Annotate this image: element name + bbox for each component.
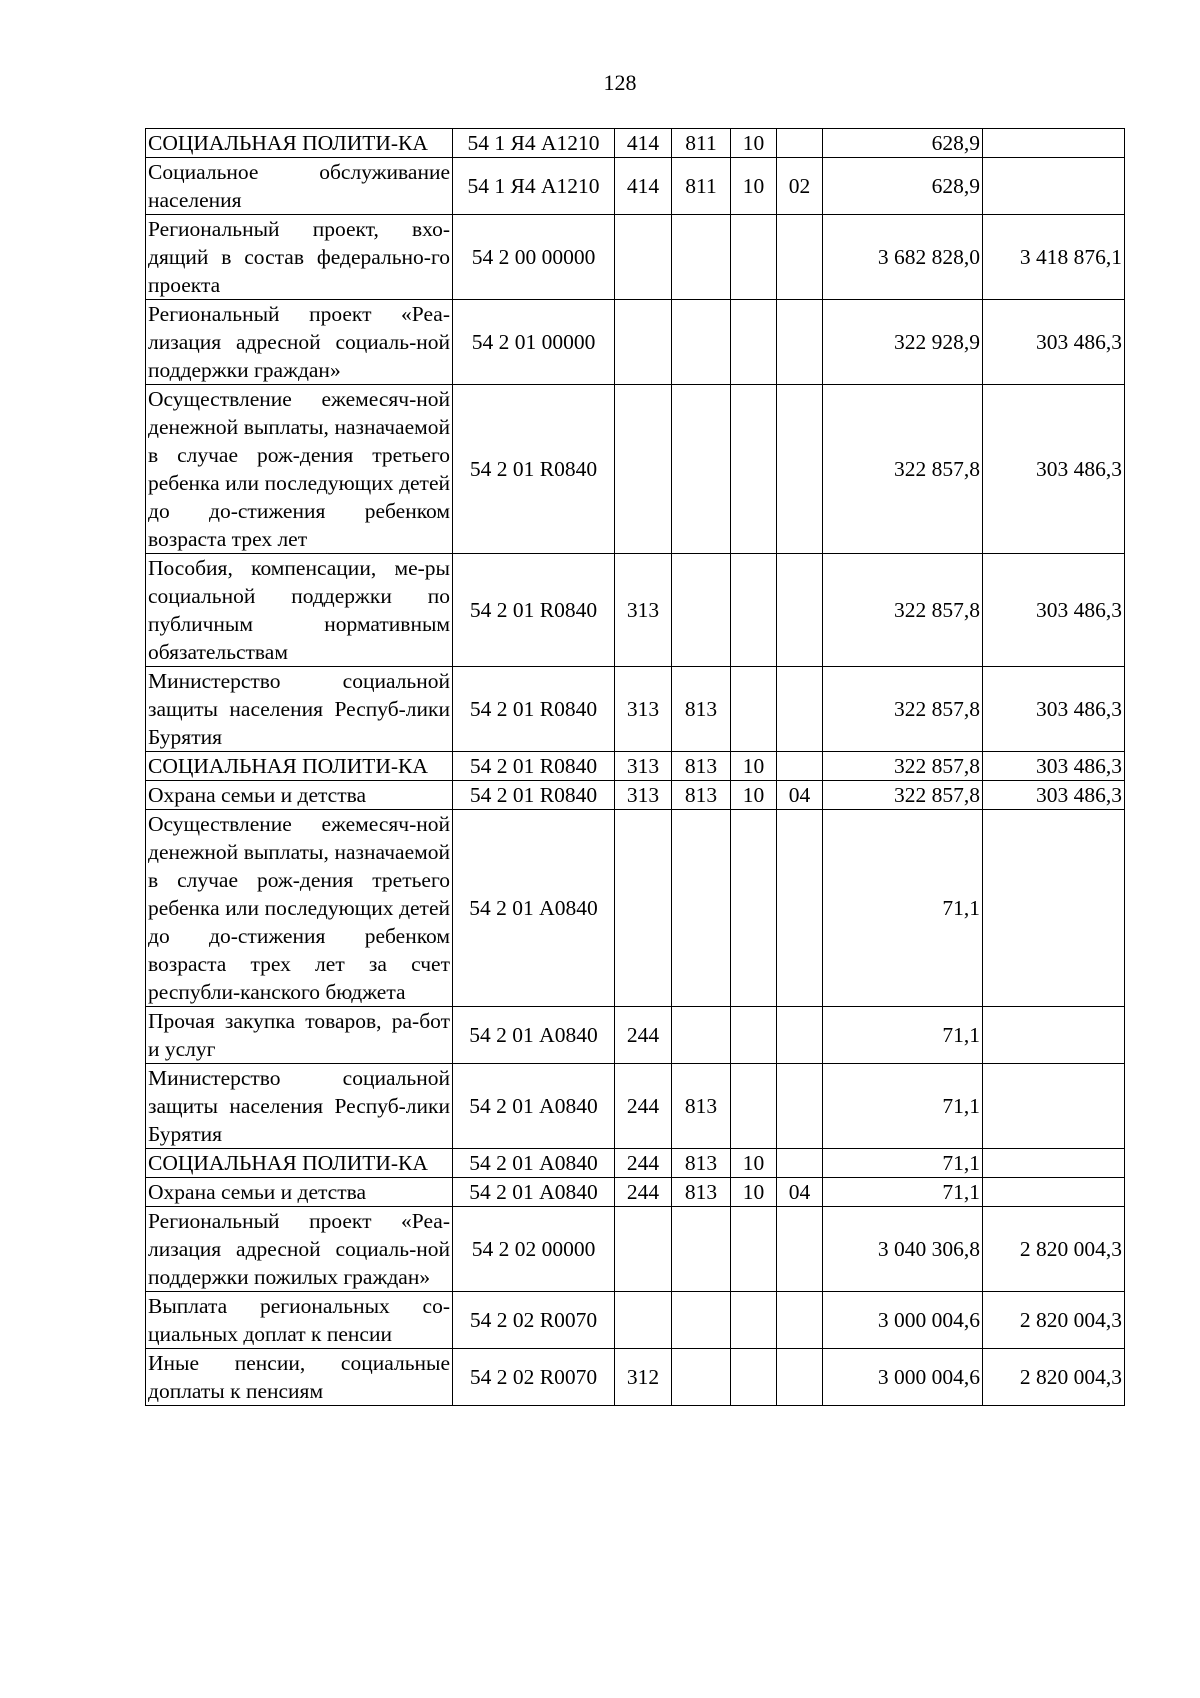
administrator-code	[672, 1207, 731, 1292]
expense-type-code	[615, 385, 672, 554]
table-row	[146, 554, 1125, 667]
expense-type-code: 313	[615, 554, 672, 667]
subsection-code: 02	[777, 158, 823, 215]
row-name: СОЦИАЛЬНАЯ ПОЛИТИ-КА	[146, 752, 453, 781]
row-name: Прочая закупка товаров, ра-бот и услуг	[146, 1007, 453, 1064]
target-article-code: 54 1 Я4 А1210	[453, 158, 615, 215]
target-article-code: 54 2 01 R0840	[453, 781, 615, 810]
amount-2: 2 820 004,3	[983, 1292, 1125, 1349]
row-name: Региональный проект «Реа-лизация адресной социаль-ной поддержки пожилых граждан»	[146, 1207, 453, 1292]
table-row	[146, 215, 1125, 300]
target-article-code: 54 2 01 А0840	[453, 1178, 615, 1207]
section-code: 10	[731, 781, 777, 810]
table-row	[146, 129, 1125, 158]
amount-1: 3 682 828,0	[823, 215, 983, 300]
section-code	[731, 1349, 777, 1406]
amount-2	[983, 129, 1125, 158]
subsection-code	[777, 1292, 823, 1349]
amount-1: 628,9	[823, 129, 983, 158]
administrator-code	[672, 1007, 731, 1064]
subsection-code	[777, 1207, 823, 1292]
amount-2: 303 486,3	[983, 781, 1125, 810]
target-article-code: 54 2 01 R0840	[453, 752, 615, 781]
administrator-code: 813	[672, 752, 731, 781]
amount-2: 2 820 004,3	[983, 1349, 1125, 1406]
amount-2: 303 486,3	[983, 554, 1125, 667]
amount-2	[983, 1007, 1125, 1064]
table-row	[146, 385, 1125, 554]
amount-2: 303 486,3	[983, 752, 1125, 781]
page-number: 128	[603, 70, 637, 95]
amount-1: 71,1	[823, 1178, 983, 1207]
row-name: Осуществление ежемесяч-ной денежной выплаты, назначаемой в случае рож-дения третьего ребенка или последующих детей до до-стижения ребенком возраста трех лет за счет республи-канского бюджета	[146, 810, 453, 1007]
expense-type-code	[615, 1292, 672, 1349]
table-row	[146, 1349, 1125, 1406]
administrator-code: 811	[672, 158, 731, 215]
target-article-code: 54 2 01 А0840	[453, 1007, 615, 1064]
amount-1: 71,1	[823, 1007, 983, 1064]
table-row	[146, 1064, 1125, 1149]
administrator-code	[672, 385, 731, 554]
subsection-code	[777, 129, 823, 158]
row-name: Министерство социальной защиты населения Респуб-лики Бурятия	[146, 667, 453, 752]
expense-type-code: 244	[615, 1178, 672, 1207]
section-code	[731, 1207, 777, 1292]
administrator-code	[672, 1349, 731, 1406]
target-article-code: 54 2 01 R0840	[453, 385, 615, 554]
table-row	[146, 1207, 1125, 1292]
administrator-code	[672, 300, 731, 385]
subsection-code	[777, 300, 823, 385]
amount-1: 3 000 004,6	[823, 1292, 983, 1349]
section-code	[731, 554, 777, 667]
table-row	[146, 1149, 1125, 1178]
subsection-code	[777, 554, 823, 667]
subsection-code	[777, 667, 823, 752]
expense-type-code: 244	[615, 1007, 672, 1064]
table-row	[146, 781, 1125, 810]
row-name: Осуществление ежемесяч-ной денежной выплаты, назначаемой в случае рож-дения третьего ребенка или последующих детей до до-стижения ребенком возраста трех лет	[146, 385, 453, 554]
table-row	[146, 752, 1125, 781]
subsection-code	[777, 215, 823, 300]
row-name: Социальное обслуживание населения	[146, 158, 453, 215]
table-row	[146, 667, 1125, 752]
amount-1: 322 857,8	[823, 554, 983, 667]
expense-type-code: 313	[615, 667, 672, 752]
amount-1: 71,1	[823, 810, 983, 1007]
section-code	[731, 667, 777, 752]
expense-type-code: 312	[615, 1349, 672, 1406]
section-code	[731, 215, 777, 300]
section-code: 10	[731, 129, 777, 158]
table-row	[146, 1178, 1125, 1207]
row-name: Региональный проект «Реа-лизация адресной социаль-ной поддержки граждан»	[146, 300, 453, 385]
administrator-code	[672, 215, 731, 300]
section-code: 10	[731, 158, 777, 215]
amount-2	[983, 810, 1125, 1007]
amount-2: 303 486,3	[983, 300, 1125, 385]
section-code	[731, 1292, 777, 1349]
administrator-code: 811	[672, 129, 731, 158]
target-article-code: 54 2 02 00000	[453, 1207, 615, 1292]
expense-type-code: 313	[615, 781, 672, 810]
target-article-code: 54 1 Я4 А1210	[453, 129, 615, 158]
row-name: Министерство социальной защиты населения Респуб-лики Бурятия	[146, 1064, 453, 1149]
table-row	[146, 158, 1125, 215]
target-article-code: 54 2 01 00000	[453, 300, 615, 385]
row-name: Иные пенсии, социальные доплаты к пенсиям	[146, 1349, 453, 1406]
section-code	[731, 1007, 777, 1064]
amount-2: 303 486,3	[983, 667, 1125, 752]
administrator-code: 813	[672, 667, 731, 752]
amount-2: 2 820 004,3	[983, 1207, 1125, 1292]
table-row	[146, 1292, 1125, 1349]
expense-type-code	[615, 1207, 672, 1292]
row-name: Пособия, компенсации, ме-ры социальной поддержки по публичным нормативным обязательствам	[146, 554, 453, 667]
section-code	[731, 385, 777, 554]
row-name: Выплата региональных со-циальных доплат к пенсии	[146, 1292, 453, 1349]
section-code: 10	[731, 1178, 777, 1207]
target-article-code: 54 2 01 R0840	[453, 667, 615, 752]
amount-2: 3 418 876,1	[983, 215, 1125, 300]
administrator-code: 813	[672, 781, 731, 810]
row-name: Региональный проект, вхо-дящий в состав федерально-го проекта	[146, 215, 453, 300]
subsection-code	[777, 1349, 823, 1406]
subsection-code	[777, 1007, 823, 1064]
target-article-code: 54 2 00 00000	[453, 215, 615, 300]
expense-type-code	[615, 810, 672, 1007]
administrator-code	[672, 810, 731, 1007]
table-body	[146, 129, 1125, 1406]
target-article-code: 54 2 01 R0840	[453, 554, 615, 667]
section-code	[731, 1064, 777, 1149]
row-name: Охрана семьи и детства	[146, 781, 453, 810]
expense-type-code: 414	[615, 158, 672, 215]
section-code	[731, 300, 777, 385]
expense-type-code: 414	[615, 129, 672, 158]
administrator-code: 813	[672, 1178, 731, 1207]
table-row	[146, 810, 1125, 1007]
expense-type-code: 244	[615, 1149, 672, 1178]
budget-table	[145, 128, 1125, 1406]
amount-2	[983, 158, 1125, 215]
target-article-code: 54 2 01 А0840	[453, 1149, 615, 1178]
target-article-code: 54 2 02 R0070	[453, 1349, 615, 1406]
amount-1: 3 040 306,8	[823, 1207, 983, 1292]
amount-2	[983, 1064, 1125, 1149]
administrator-code	[672, 554, 731, 667]
section-code: 10	[731, 1149, 777, 1178]
row-name: СОЦИАЛЬНАЯ ПОЛИТИ-КА	[146, 1149, 453, 1178]
amount-1: 3 000 004,6	[823, 1349, 983, 1406]
expense-type-code	[615, 300, 672, 385]
row-name: Охрана семьи и детства	[146, 1178, 453, 1207]
expense-type-code	[615, 215, 672, 300]
table-row	[146, 300, 1125, 385]
administrator-code	[672, 1292, 731, 1349]
administrator-code: 813	[672, 1064, 731, 1149]
amount-1: 322 928,9	[823, 300, 983, 385]
target-article-code: 54 2 02 R0070	[453, 1292, 615, 1349]
amount-2: 303 486,3	[983, 385, 1125, 554]
subsection-code	[777, 385, 823, 554]
subsection-code: 04	[777, 781, 823, 810]
subsection-code	[777, 752, 823, 781]
amount-1: 322 857,8	[823, 752, 983, 781]
amount-1: 71,1	[823, 1149, 983, 1178]
section-code	[731, 810, 777, 1007]
row-name: СОЦИАЛЬНАЯ ПОЛИТИ-КА	[146, 129, 453, 158]
subsection-code	[777, 1064, 823, 1149]
amount-2	[983, 1149, 1125, 1178]
subsection-code: 04	[777, 1178, 823, 1207]
amount-1: 322 857,8	[823, 667, 983, 752]
amount-1: 322 857,8	[823, 781, 983, 810]
amount-1: 628,9	[823, 158, 983, 215]
subsection-code	[777, 1149, 823, 1178]
amount-1: 322 857,8	[823, 385, 983, 554]
target-article-code: 54 2 01 А0840	[453, 1064, 615, 1149]
amount-1: 71,1	[823, 1064, 983, 1149]
amount-2	[983, 1178, 1125, 1207]
table-row	[146, 1007, 1125, 1064]
expense-type-code: 313	[615, 752, 672, 781]
administrator-code: 813	[672, 1149, 731, 1178]
target-article-code: 54 2 01 А0840	[453, 810, 615, 1007]
section-code: 10	[731, 752, 777, 781]
expense-type-code: 244	[615, 1064, 672, 1149]
subsection-code	[777, 810, 823, 1007]
